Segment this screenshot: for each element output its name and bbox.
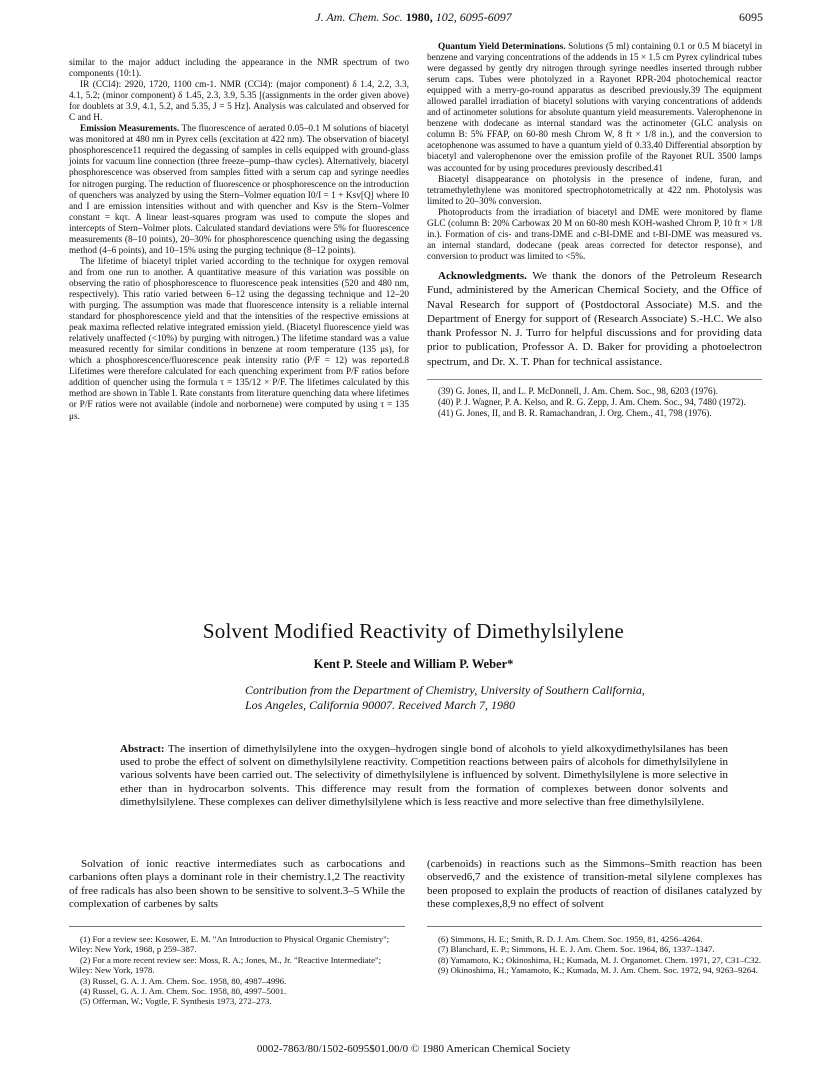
- paragraph: IR (CCl4): 2920, 1720, 1100 cm-1. NMR (CCl4): (major component) δ 1.4, 2.2, 3.3, 4.1, 5.2; (minor component) δ 1.45, 2.3, 3.9, 5.35 [(assignments in the order given above) for doublets at 3.9, 4.1, 5.2, and 5.35, J = 5 Hz]. Analysis was calculated and observed for C and H.: [69, 80, 409, 124]
- acknowledgments-head: Acknowledgments.: [438, 269, 527, 282]
- abstract: [120, 743, 728, 809]
- reference: (40) P. J. Wagner, P. A. Kelso, and R. G. Zepp, J. Am. Chem. Soc., 94, 7480 (1972).: [438, 397, 746, 408]
- paragraph: similar to the major adduct including the appearance in the NMR spectrum of two components (10:1).: [69, 58, 409, 80]
- section-run-head: Quantum Yield Determinations.: [438, 42, 566, 52]
- page-number: 6095: [739, 10, 763, 24]
- acknowledgments-text: We thank the donors of the Petroleum Research Fund, administered by the American Chemical Society, and the Office of Naval Research for support of (Postdoctoral Associate) M.S. and the Department of Energy for support of (Research Associate) S.-H.C. We also thank Professor N. J. Turro for helpful discussions and for providing data prior to publication, Professor A. D. Baker for providing a photoelectron spectrum, and Dr. X. T. Phan for technical assistance.: [427, 269, 762, 368]
- footnote: (3) Russel, G. A. J. Am. Chem. Soc. 1958, 80, 4987–4996.: [80, 975, 287, 986]
- references: [427, 379, 762, 419]
- acknowledgments: [427, 269, 762, 369]
- paragraph-text: The fluorescence of aerated 0.05–0.1 M solutions of biacetyl was monitored at 480 nm in Pyrex cells (excitation at 422 nm). The observation of biacetyl phosphorescence11 required the degassing of samples in cells equipped with ground-glass joints for vacuum line connection (three freeze–pump–thaw cycles). Alternatively, biacetyl phosphorescence was observed from samples fitted with a serum cap and syringe needles for nitrogen purging. The reduction of fluorescence or phosphorescence on the introduction of quenchers was analyzed by using the Stern–Volmer equation I0/I = 1 + Ksv[Q] where I0 and I are emission intensities without and with quencher and Ksv is the Stern–Volmer constant = kqτ. A linear least-squares program was used to compute the slopes and intercepts of Stern–Volmer plots. Calculated standard deviations were 5% for fluorescence measurements (8–10 points), 20–30% for phosphorescence quenching using the degassing method (4–6 points), and 10–15% using the purging technique (8–12 points).: [69, 124, 409, 256]
- footnote: (6) Simmons, H. E.; Smith, R. D. J. Am. Chem. Soc. 1959, 81, 4256–4264.: [438, 934, 703, 944]
- article-authors: Kent P. Steele and William P. Weber*: [313, 657, 514, 671]
- footnotes-left: [69, 934, 405, 1007]
- section-run-head: Emission Measurements.: [80, 124, 180, 135]
- paragraph: Photoproducts from the irradiation of biacetyl and DME were monitored by flame GLC (column B: 20% Carbowax 20 M on 60-80 mesh KOH-washed Chrom P, 10 ft × 1/8 in.). Formation of cis- and trans-DME and c-BI-DME and t-BI-DME was measured vs. an internal standard, dodecane (peak areas corrected for detector response), and conversion to product was limited to <5%.: [427, 207, 762, 262]
- footnote: (9) Okinoshima, H.; Yamamoto, K.; Kumada, M. J. Am. Chem. Soc. 1972, 94, 9263–9264.: [438, 965, 758, 976]
- footnote: (7) Blanchard, E. P.; Simmons, H. E. J. Am. Chem. Soc. 1964, 86, 1337–1347.: [438, 944, 715, 955]
- body-text-left: Solvation of ionic reactive intermediates such as carbocations and carbanions often plays a dominant role in their chemistry.1,2 The reactivity of free radicals has also been shown to be sensitive to solvent.3–5 While the complexation of carbenes by salts: [69, 858, 405, 911]
- paragraph: [427, 42, 762, 175]
- abstract-text: The insertion of dimethylsilylene into the oxygen–hydrogen single bond of alcohols to yield alkoxydimethylsilanes has been used to probe the effect of solvent on dimethylsilylene reactivity. Competition reactions between pairs of alcohols for dimethylsilylene in various solvents have been carried out. The selectivity of dimethylsilylene is influenced by solvent. Dimethylsilylene is more selective in ether than in hydrocarbon solvents. This difference may result from the formation of complexes between donor solvents and dimethylsilylene. These complexes can deliver dimethylsilylene which is less reactive and more selective than free dimethylsilylene.: [120, 743, 728, 808]
- footnote: (4) Russel, G. A. J. Am. Chem. Soc. 1958, 80, 4997–5001.: [80, 986, 287, 997]
- affiliation-line: Contribution from the Department of Chemistry, University of Southern California,: [245, 683, 645, 697]
- footnote-rule: [427, 926, 762, 927]
- footnotes-right: [427, 934, 762, 976]
- reference: (41) G. Jones, II, and B. R. Ramachandran, J. Org. Chem., 41, 798 (1976).: [438, 408, 712, 419]
- journal-citation: [0, 10, 827, 25]
- paragraph: Biacetyl disappearance on photolysis in the presence of indene, furan, and tetramethylethylene was monitored spectrophotometrically at 422 nm. Photolysis was limited to 20–30% conversion.: [427, 174, 762, 207]
- journal-volume-pages: 102, 6095-6097: [435, 10, 512, 24]
- paragraph: The lifetime of biacetyl triplet varied according to the technique for oxygen removal and from one run to another. A quantitative measure of this variation was possible on observing the ratio of phosphorescence to fluorescence peak intensities (520 and 480 nm, respectively). This ratio varied between 6–12 using the degassing technique and 12–20 with purging. The assumption was made that fluorescence intensity is a reliable internal standard for phosphorescence yield and that the intensities of the respective emissions at peak maxima reflected relative integrated emission yield. (Biacetyl fluorescence yield was relatively unaffected (<10%) by purging with nitrogen.) The lifetime standard was a value measured recently for similar conditions in benzene at room temperature (135 μs), for which a phosphorescence/fluorescence peak intensity ratio (P/F = 12) was reported.8 Lifetimes were therefore calculated for each quenching experiment from P/F ratios before addition of quencher using the formula τ = 135/12 × P/F. The lifetimes calculated by this method are shown in Table I. Rate constants from literature quenching data where lifetimes or P/F ratios were not available (indole and norbornene) were computed by using τ = 135 μs.: [69, 256, 409, 422]
- reference: (39) G. Jones, II, and L. P. McDonnell, J. Am. Chem. Soc., 98, 6203 (1976).: [438, 386, 718, 397]
- top-left-column: [69, 58, 409, 423]
- footnote: (1) For a review see: Kosower, E. M. "An Introduction to Physical Organic Chemistry"; Wiley: New York, 1968, p 259–387.: [69, 934, 390, 955]
- footnote: (5) Offerman, W.; Vogtle, F. Synthesis 1973, 272–273.: [80, 996, 272, 1007]
- footnote-rule: [69, 926, 405, 927]
- paragraph: [69, 124, 409, 257]
- journal-name: J. Am. Chem. Soc.: [315, 10, 403, 24]
- affiliation-line: Los Angeles, California 90007. Received March 7, 1980: [245, 698, 515, 712]
- journal-year: 1980,: [405, 10, 433, 24]
- footnote: (2) For a more recent review see: Moss, R. A.; Jones, M., Jr. "Reactive Intermediate"; Wiley: New York, 1978.: [69, 954, 382, 976]
- paragraph-text: Solutions (5 ml) containing 0.1 or 0.5 M biacetyl in benzene and varying concentrations of the addends in 15 × 1.5 cm Pyrex cylindrical tubes were degassed by gently dry nitrogen through syringe needles inserted through rubber serum caps. Tubes were photolyzed in a Rayonet RPR-204 photochemical reactor equipped with a merry-go-round apparatus as described previously.39 The equipment allowed parallel irradiation of biacetyl solutions with varying concentrations of addends and of actinometer solutions for absolute quantum yield measurements. Valerophenone in benzene with dodecane as internal standard was the actinometer (GLC analysis on column B: 5% FFAP, on 60-80 mesh Chrom W, 8 ft × 1/8 in.), and the conversion to acetophenone was assumed to have a quantum yield of 0.33.40 Differential absorption by biacetyl and valerophenone over the emission profile of the Rayonet RUL 3500 lamps was accounted for by using procedures previously described.41: [427, 42, 762, 174]
- running-head: [0, 10, 827, 28]
- affiliation: [245, 683, 765, 713]
- footnote: (8) Yamamoto, K.; Okinoshima, H.; Kumada, M. J. Organomet. Chem. 1971, 27, C31–C32.: [438, 954, 762, 965]
- top-right-column: [427, 42, 762, 419]
- copyright-footer: 0002-7863/80/1502-6095$01.00/0 © 1980 American Chemical Society: [256, 1043, 571, 1055]
- body-text-right: (carbenoids) in reactions such as the Simmons–Smith reaction has been observed6,7 and the existence of transition-metal silylene complexes has been proposed to explain the products of reaction of disilanes catalyzed by these complexes,8,9 no effect of solvent: [427, 858, 762, 911]
- article-title: Solvent Modified Reactivity of Dimethylsilylene: [202, 619, 625, 643]
- abstract-head: Abstract:: [120, 743, 165, 755]
